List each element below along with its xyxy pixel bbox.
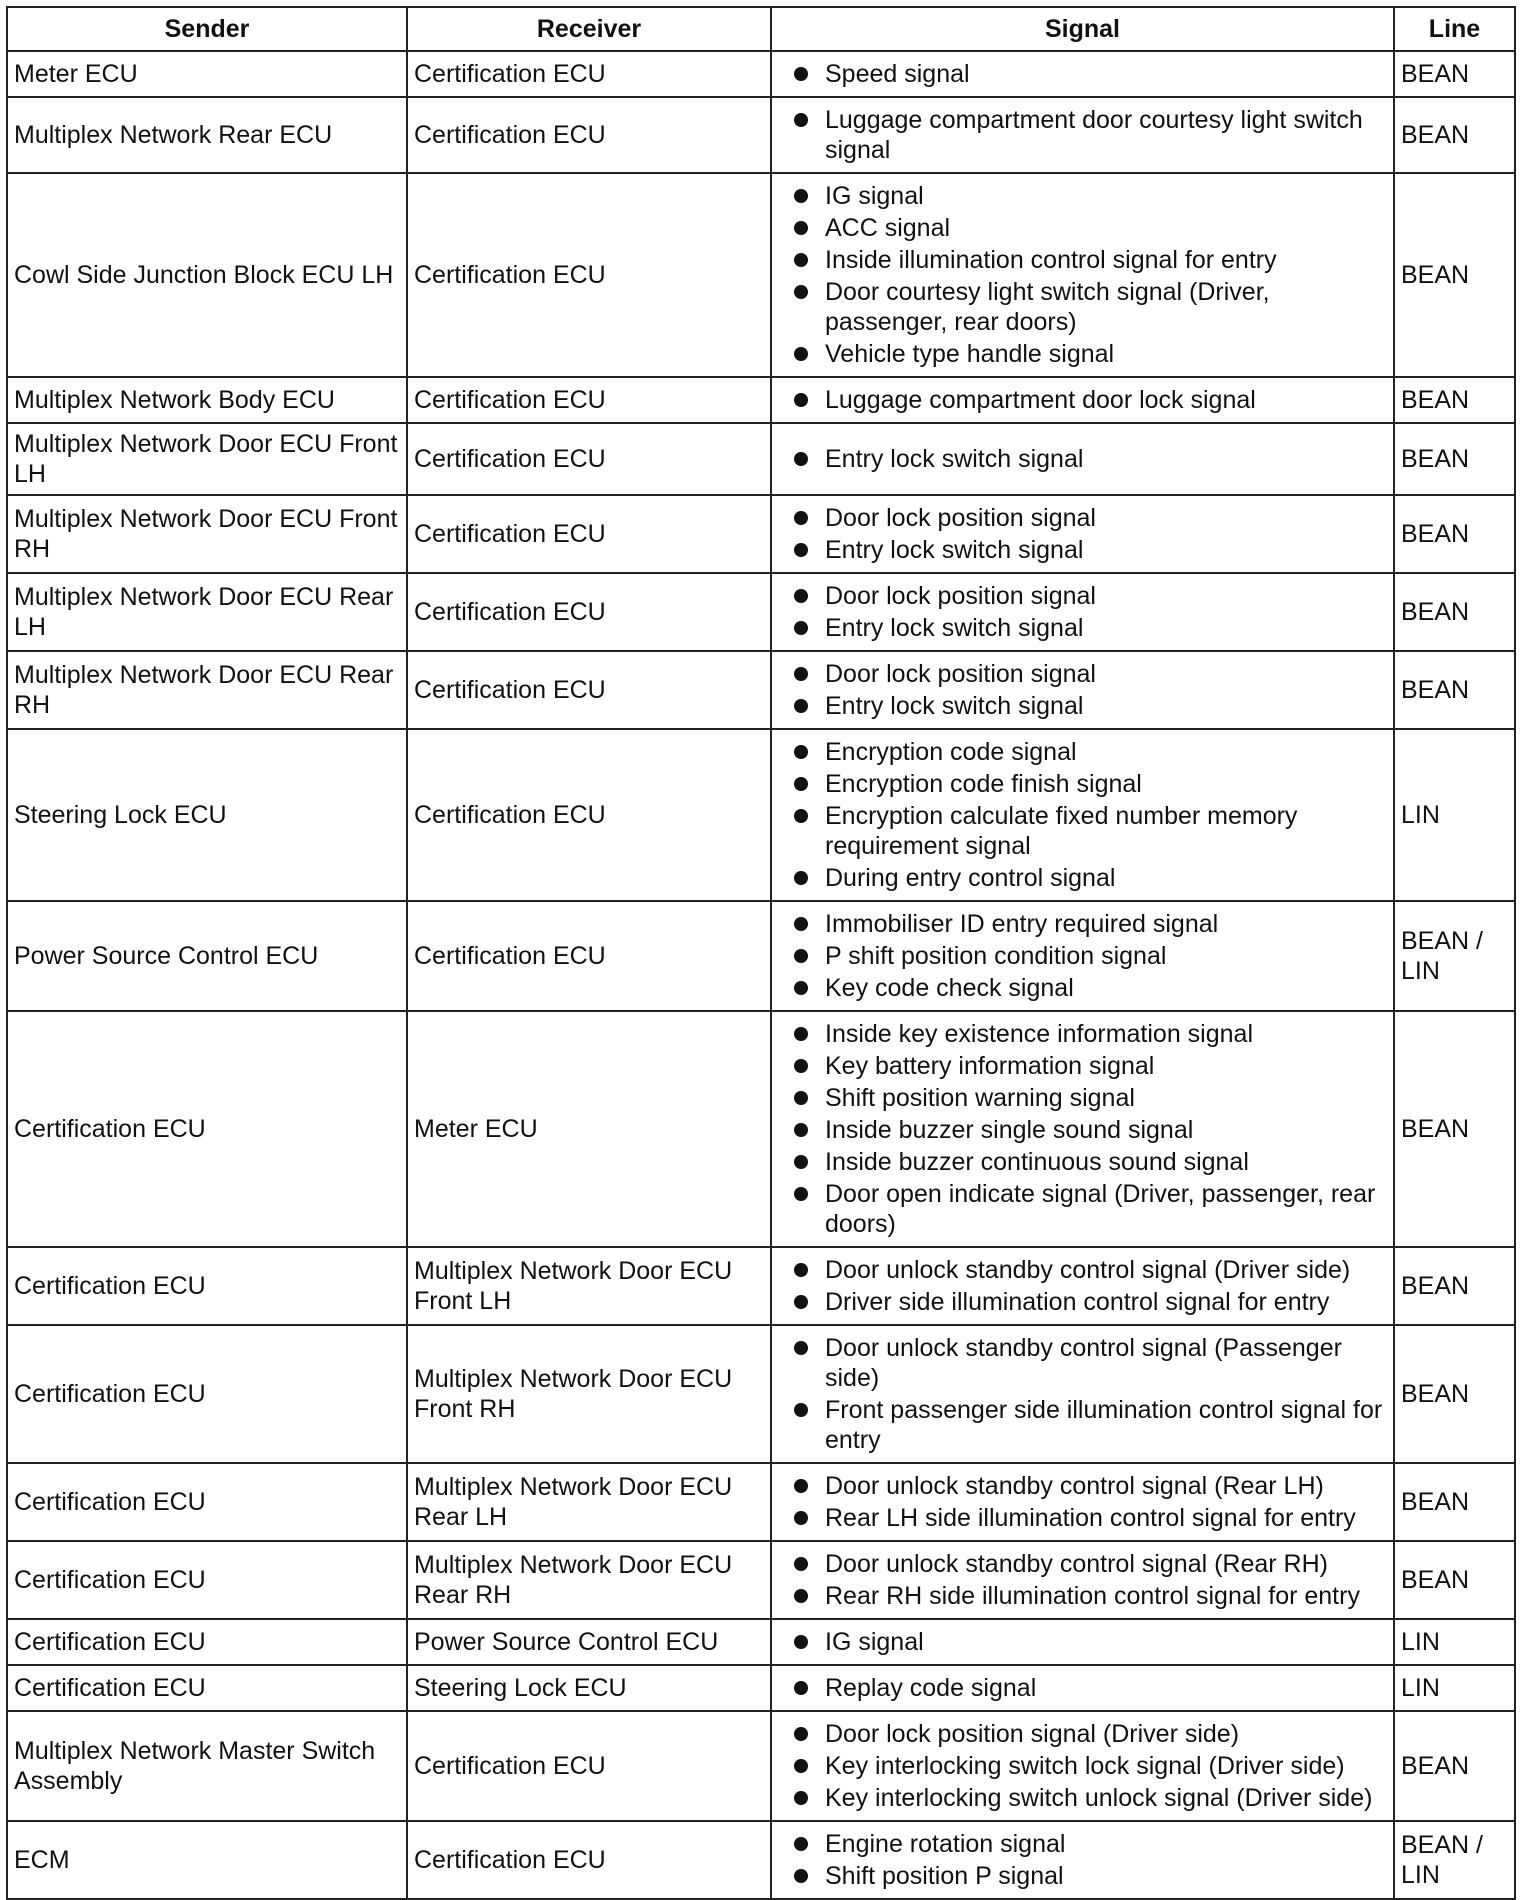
signal-item: Entry lock switch signal [794,444,1387,474]
signal-item: Inside illumination control signal for entry [794,245,1387,275]
signal-list [794,1549,1387,1611]
signal-item: During entry control signal [794,863,1387,893]
signal-item: Entry lock switch signal [794,535,1387,565]
signal-item: Door unlock standby control signal (Rear LH) [794,1471,1387,1501]
signal-list [794,737,1387,893]
table-body [7,51,1515,1899]
signal-item: Replay code signal [794,1673,1387,1703]
signal-item: Immobiliser ID entry required signal [794,909,1387,939]
table-row [7,1711,1515,1821]
table-row [7,495,1515,573]
signal-item: Door lock position signal [794,581,1387,611]
receiver-cell: Certification ECU [407,377,771,423]
receiver-cell: Multiplex Network Door ECU Rear RH [407,1541,771,1619]
receiver-cell: Certification ECU [407,651,771,729]
sender-cell: Certification ECU [7,1541,407,1619]
signal-item: Key battery information signal [794,1051,1387,1081]
signal-cell [771,1463,1394,1541]
line-cell: BEAN [1394,51,1515,97]
table-row [7,651,1515,729]
table-row [7,1247,1515,1325]
signal-cell [771,51,1394,97]
sender-cell: Multiplex Network Door ECU Rear RH [7,651,407,729]
signal-cell [771,1821,1394,1899]
signal-cell [771,1711,1394,1821]
line-cell: BEAN [1394,97,1515,173]
communication-table-sheet [6,6,1514,1900]
signal-item: Driver side illumination control signal for entry [794,1287,1387,1317]
signal-item: Rear LH side illumination control signal for entry [794,1503,1387,1533]
table-row [7,1821,1515,1899]
line-cell: BEAN [1394,1247,1515,1325]
sender-cell: Power Source Control ECU [7,901,407,1011]
line-cell: LIN [1394,729,1515,901]
receiver-cell: Certification ECU [407,1711,771,1821]
signal-list [794,181,1387,369]
receiver-cell: Certification ECU [407,51,771,97]
signal-list [794,1829,1387,1891]
signal-item: IG signal [794,1627,1387,1657]
table-row [7,423,1515,495]
signal-item: ACC signal [794,213,1387,243]
table-row [7,377,1515,423]
signal-item: Luggage compartment door courtesy light switch signal [794,105,1387,165]
signal-item: Shift position P signal [794,1861,1387,1891]
line-cell: LIN [1394,1665,1515,1711]
sender-cell: Steering Lock ECU [7,729,407,901]
signal-list [794,1471,1387,1533]
signal-cell [771,729,1394,901]
line-cell: BEAN [1394,423,1515,495]
line-cell: BEAN [1394,651,1515,729]
receiver-cell: Meter ECU [407,1011,771,1247]
signal-cell [771,173,1394,377]
signal-item: Inside key existence information signal [794,1019,1387,1049]
signal-list [794,444,1387,474]
line-cell: BEAN / LIN [1394,1821,1515,1899]
signal-cell [771,1011,1394,1247]
sender-cell: Meter ECU [7,51,407,97]
signal-item: Encryption code finish signal [794,769,1387,799]
receiver-cell: Certification ECU [407,423,771,495]
receiver-cell: Multiplex Network Door ECU Rear LH [407,1463,771,1541]
signal-list [794,503,1387,565]
line-cell: LIN [1394,1619,1515,1665]
header-line: Line [1394,7,1515,51]
signal-item: Inside buzzer continuous sound signal [794,1147,1387,1177]
line-cell: BEAN [1394,1325,1515,1463]
signal-item: Encryption calculate fixed number memory requirement signal [794,801,1387,861]
line-cell: BEAN [1394,1463,1515,1541]
sender-cell: Multiplex Network Master Switch Assembly [7,1711,407,1821]
receiver-cell: Certification ECU [407,573,771,651]
receiver-cell: Certification ECU [407,495,771,573]
receiver-cell: Certification ECU [407,97,771,173]
sender-cell: Cowl Side Junction Block ECU LH [7,173,407,377]
sender-cell: Certification ECU [7,1247,407,1325]
signal-item: Inside buzzer single sound signal [794,1115,1387,1145]
signal-item: Vehicle type handle signal [794,339,1387,369]
line-cell: BEAN / LIN [1394,901,1515,1011]
signal-list [794,105,1387,165]
signal-cell [771,1541,1394,1619]
signal-item: Encryption code signal [794,737,1387,767]
table-row [7,901,1515,1011]
signal-item: Key interlocking switch unlock signal (Driver side) [794,1783,1387,1813]
signal-list [794,1255,1387,1317]
signal-item: Door lock position signal [794,503,1387,533]
signal-cell [771,1619,1394,1665]
signal-item: Speed signal [794,59,1387,89]
sender-cell: Certification ECU [7,1463,407,1541]
table-row [7,1665,1515,1711]
signal-list [794,385,1387,415]
table-row [7,729,1515,901]
sender-cell: Certification ECU [7,1665,407,1711]
table-row [7,51,1515,97]
line-cell: BEAN [1394,1011,1515,1247]
receiver-cell: Certification ECU [407,729,771,901]
signal-cell [771,651,1394,729]
sender-cell: Multiplex Network Door ECU Front RH [7,495,407,573]
header-sender: Sender [7,7,407,51]
sender-cell: Certification ECU [7,1325,407,1463]
header-row [7,7,1515,51]
sender-cell: Multiplex Network Rear ECU [7,97,407,173]
signal-list [794,1627,1387,1657]
table-row [7,1011,1515,1247]
signal-list [794,1019,1387,1239]
header-receiver: Receiver [407,7,771,51]
signal-item: Door lock position signal (Driver side) [794,1719,1387,1749]
signal-cell [771,573,1394,651]
table-row [7,1463,1515,1541]
header-signal: Signal [771,7,1394,51]
signal-item: Entry lock switch signal [794,691,1387,721]
line-cell: BEAN [1394,377,1515,423]
signal-cell [771,495,1394,573]
table-row [7,1619,1515,1665]
signal-item: Door unlock standby control signal (Driver side) [794,1255,1387,1285]
signal-list [794,659,1387,721]
signal-item: Front passenger side illumination control signal for entry [794,1395,1387,1455]
receiver-cell: Certification ECU [407,1821,771,1899]
signal-list [794,1673,1387,1703]
signal-item: Luggage compartment door lock signal [794,385,1387,415]
table-row [7,1325,1515,1463]
signal-item: Rear RH side illumination control signal for entry [794,1581,1387,1611]
table-row [7,1541,1515,1619]
signal-cell [771,377,1394,423]
sender-cell: ECM [7,1821,407,1899]
table-row [7,573,1515,651]
signal-item: Key code check signal [794,973,1387,1003]
signal-item: Door unlock standby control signal (Passenger side) [794,1333,1387,1393]
signal-item: Entry lock switch signal [794,613,1387,643]
signal-item: Door lock position signal [794,659,1387,689]
signal-list [794,59,1387,89]
signal-item: P shift position condition signal [794,941,1387,971]
receiver-cell: Multiplex Network Door ECU Front LH [407,1247,771,1325]
sender-cell: Certification ECU [7,1011,407,1247]
line-cell: BEAN [1394,1541,1515,1619]
receiver-cell: Power Source Control ECU [407,1619,771,1665]
signal-item: Key interlocking switch lock signal (Driver side) [794,1751,1387,1781]
signal-list [794,909,1387,1003]
sender-cell: Certification ECU [7,1619,407,1665]
signal-item: Door courtesy light switch signal (Driver, passenger, rear doors) [794,277,1387,337]
signal-cell [771,1247,1394,1325]
receiver-cell: Steering Lock ECU [407,1665,771,1711]
signal-item: Engine rotation signal [794,1829,1387,1859]
table-row [7,173,1515,377]
signal-cell [771,1665,1394,1711]
receiver-cell: Certification ECU [407,901,771,1011]
receiver-cell: Multiplex Network Door ECU Front RH [407,1325,771,1463]
signal-item: Door unlock standby control signal (Rear RH) [794,1549,1387,1579]
signal-item: Shift position warning signal [794,1083,1387,1113]
table-row [7,97,1515,173]
sender-cell: Multiplex Network Door ECU Front LH [7,423,407,495]
line-cell: BEAN [1394,495,1515,573]
signal-cell [771,97,1394,173]
receiver-cell: Certification ECU [407,173,771,377]
line-cell: BEAN [1394,173,1515,377]
signal-item: IG signal [794,181,1387,211]
sender-cell: Multiplex Network Body ECU [7,377,407,423]
line-cell: BEAN [1394,1711,1515,1821]
signal-cell [771,901,1394,1011]
signal-list [794,581,1387,643]
signal-cell [771,423,1394,495]
signal-list [794,1719,1387,1813]
sender-cell: Multiplex Network Door ECU Rear LH [7,573,407,651]
communication-table [6,6,1516,1900]
signal-item: Door open indicate signal (Driver, passenger, rear doors) [794,1179,1387,1239]
line-cell: BEAN [1394,573,1515,651]
signal-cell [771,1325,1394,1463]
signal-list [794,1333,1387,1455]
